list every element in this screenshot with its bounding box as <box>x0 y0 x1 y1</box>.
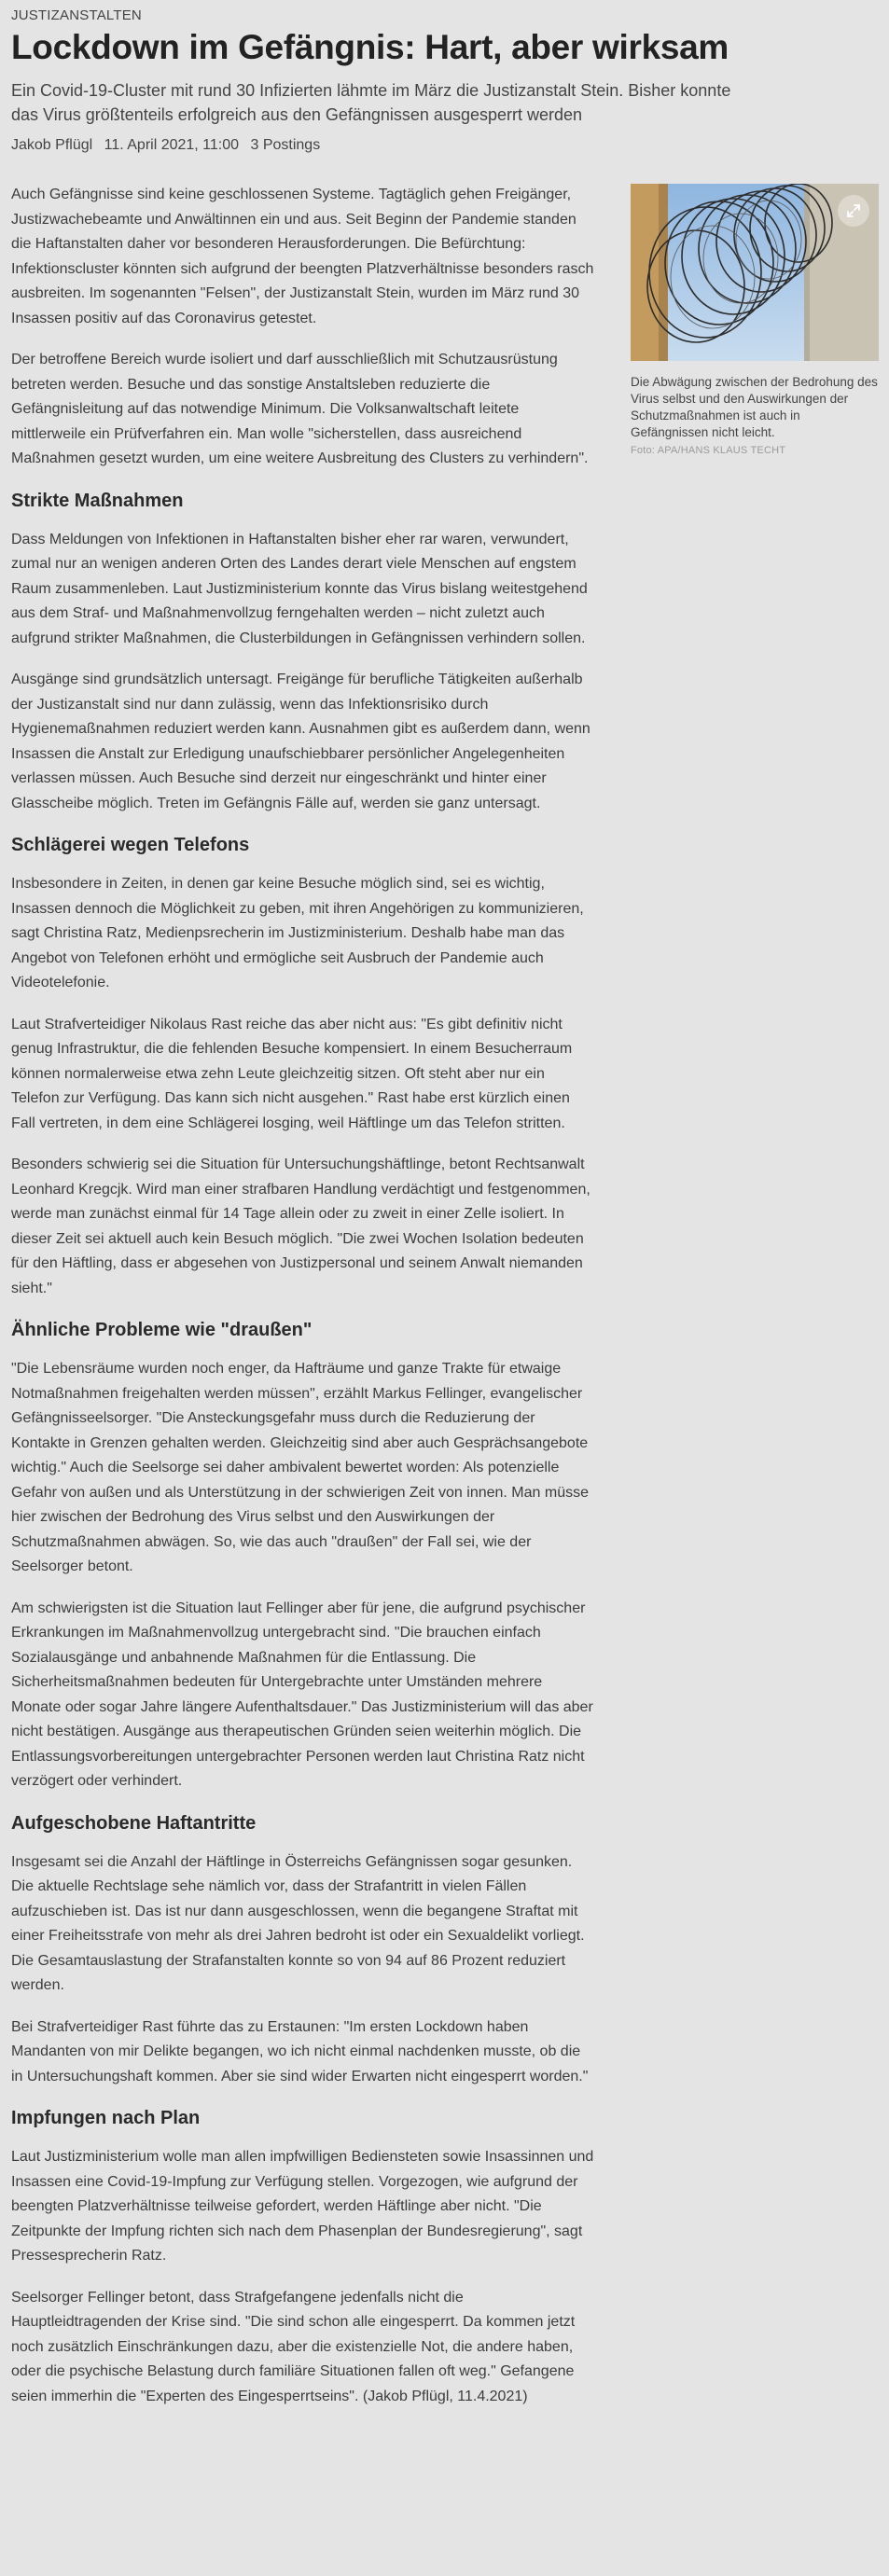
article-paragraph: Insbesondere in Zeiten, in denen gar keine Besuche möglich sind, sei es wichtig, Insassen dennoch die Möglichkeit zu geben, mit ihren Angehörigen zu kommunizieren, sagt Christina Ratz, Medienpsrecherin im Justizministerium. Deshalb habe man das Angebot von Telefonen erhöht und ermögliche seit Ausbruch der Pandemie auch Videotelefonie. <box>11 876 584 990</box>
article-paragraph: "Die Lebensräume wurden noch enger, da Hafträume und ganze Trakte für etwaige Notmaßnahmen freigehalten werden müssen", erzählt Markus Fellinger, evangelischer Gefängnisseelsorger. "Die Ansteckungsgefahr muss durch die Reduzierung der Kontakte in Grenzen gehalten werden. Gleichzeitig sind aber auch Gesprächsangebote wichtig." Auch die Seelsorge sei daher ambivalent bewertet worden: Als potenzielle Gefahr von außen und als Unterstützung in der schwierigen Zeit von innen. Man müsse hier zwischen der Bedrohung des Virus selbst und den Auswirkungen der Schutzmaßnahmen abwägen. So, wie das auch "draußen" der Fall sei, wie der Seelsorger betont. <box>11 1361 589 1574</box>
article-paragraph: Der betroffene Bereich wurde isoliert und darf ausschließlich mit Schutzausrüstung betreten werden. Besuche und das sonstige Anstaltsleben reduzierte die Gefängnisleitung auf das notwendige Minimum. Die Volksanwaltschaft leitete mittlerweile ein Prüfverfahren ein. Man wolle "sicherstellen, dass ausreichend Maßnahmen gesetzt wurden, um eine weitere Ausbreitung des Clusters zu verhindern". <box>11 352 589 466</box>
article-paragraph: Seelsorger Fellinger betont, dass Strafgefangene jedenfalls nicht die Hauptleidtragenden der Krise sind. "Die sind schon alle eingesperrt. Da kommen jetzt noch zusätzlich Einschränkungen dazu, aber die existenzielle Not, die andere haben, oder die psychische Belastung durch familiäre Situationen fallen oft weg." Gefangene seien immerhin die "Experten des Eingesperrtseins". (Jakob Pflügl, 11.4.2021) <box>11 2289 576 2404</box>
section-heading: Strikte Maßnahmen <box>11 490 184 511</box>
article-paragraph: Insgesamt sei die Anzahl der Häftlinge in Österreichs Gefängnissen sogar gesunken. Die aktuelle Rechtslage sehe nämlich vor, dass der Strafantritt in vielen Fällen aufzuschieben ist. Das ist nur dann ausgeschlossen, wenn die begangene Straftat mit einer Freiheitsstrafe von mehr als drei Jahren bedroht ist oder ein Sexualdelikt vorliegt. Die Gesamtauslastung der Strafanstalten konnte so von 94 auf 86 Prozent reduziert werden. <box>11 1853 585 1993</box>
article-paragraph: Dass Meldungen von Infektionen in Haftanstalten bisher eher rar waren, verwundert, zumal nur an wenigen anderen Orten des Landes derart viele Menschen auf engstem Raum zusammenleben. Laut Justizministerium konnte das Virus bislang weitestgehend aus dem Straf- und Maßnahmenvollzug ferngehalten werden – nicht zuletzt auch aufgrund strikter Maßnahmen, die Clusterbildungen in Gefängnissen verhindern sollen. <box>11 531 588 646</box>
article-paragraph: Besonders schwierig sei die Situation für Untersuchungshäftlinge, betont Rechtsanwalt Leonhard Kregcjk. Wird man einer strafbaren Handlung verdächtigt und festgenommen, werde man zunächst einmal für 14 Tage allein oder zu zweit in einer Zelle isoliert. In dieser Zeit sei aktuell auch kein Besuch möglich. "Die zwei Wochen Isolation bedeuten für den Häftling, dass er abgesehen von Justizpersonal und seinem Anwalt niemanden sieht." <box>11 1156 590 1296</box>
byline <box>11 137 327 154</box>
section-heading: Ähnliche Probleme wie "draußen" <box>11 1320 313 1340</box>
image-caption: Die Abwägung zwischen der Bedrohung des Virus selbst und den Auswirkungen der Schutzmaßnahmen ist auch in Gefängnissen nicht leicht. <box>631 375 878 439</box>
article-photo[interactable] <box>631 184 879 361</box>
expand-icon[interactable] <box>838 195 869 227</box>
article-paragraph: Am schwierigsten ist die Situation laut Fellinger aber für jene, die aufgrund psychischer Erkrankungen im Maßnahmenvollzug untergebracht sind. "Die brauchen einfach Sozialausgänge und anbahnende Maßnahmen für die Entlassung. Die Sicherheitsmaßnahmen bedeuten für Untergebrachte unter Umständen mehrere Monate oder sogar Jahre längere Aufenthaltsdauer." Das Justizministerium will das aber nicht bestätigen. Ausgänge aus therapeutischen Gründen seien weiterhin möglich. Die Entlassungsvorbereitungen untergebrachter Personen werden laut Christina Ratz nicht verzögert oder verhindert. <box>11 1600 593 1789</box>
postings-link[interactable]: 3 Postings <box>250 137 321 153</box>
article-paragraph: Laut Justizministerium wolle man allen impfwilligen Bediensteten sowie Insassinnen und Insassen eine Covid-19-Impfung zur Verfügung stellen. Vorgezogen, wie aufgrund der beengten Platzverhältnisse teilweise gefordert, werden Häftlinge aber nicht. "Die Zeitpunkte der Impfung richten sich nach dem Phasenplan der Bundesregierung", sagt Pressesprecherin Ratz. <box>11 2149 594 2264</box>
image-credit: Foto: APA/HANS KLAUS TECHT <box>631 445 786 456</box>
article-kicker[interactable]: JUSTIZANSTALTEN <box>11 7 142 23</box>
publish-date: 11. April 2021, 11:00 <box>104 137 240 153</box>
article-lead: Ein Covid-19-Cluster mit rund 30 Infizierten lähmte im März die Justizanstalt Stein. Bisher konnte das Virus größtenteils erfolgreich aus den Gefängnissen ausgesperrt werden <box>11 81 731 124</box>
article-paragraph: Auch Gefängnisse sind keine geschlossenen Systeme. Tagtäglich gehen Freigänger, Justizwachebeamte und Anwältinnen ein und aus. Seit Beginn der Pandemie standen die Haftanstalten daher vor besonderen Herausforderungen. Die Befürchtung: Infektionscluster könnten sich aufgrund der beengten Platzverhältnisse besonders rasch ausbreiten. Im sogenannten "Felsen", der Justizanstalt Stein, wurden im März rund 30 Insassen positiv auf das Coronavirus getestet. <box>11 187 594 326</box>
section-heading: Schlägerei wegen Telefons <box>11 835 250 855</box>
section-heading: Impfungen nach Plan <box>11 2108 201 2128</box>
article-paragraph: Laut Strafverteidiger Nikolaus Rast reiche das aber nicht aus: "Es gibt definitiv nicht genug Infrastruktur, die die fehlenden Besuche kompensiert. In einem Besucherraum können normalerweise etwa zehn Leute gleichzeitig sitzen. Oft steht aber nur ein Telefon zur Verfügung. Das kann sich nicht ausgehen." Rast habe erst kürzlich einen Fall vertreten, in dem eine Schlägerei losging, weil Häftlinge um das Telefon stritten. <box>11 1016 573 1131</box>
article-title: Lockdown im Gefängnis: Hart, aber wirksam <box>11 28 729 66</box>
expand-arrows-icon <box>845 202 862 219</box>
article-paragraph: Ausgänge sind grundsätzlich untersagt. Freigänge für berufliche Tätigkeiten außerhalb der Justizanstalt sind nur dann zulässig, wenn das Infektionsrisiko durch Hygienemaßnahmen reduziert werden kann. Ausnahmen gibt es außerdem dann, wenn Insassen die Anstalt zur Erledigung unaufschiebbarer persönlicher Angelegenheiten verlassen müssen. Auch Besuche sind derzeit nur eingeschränkt und hinter einer Glasscheibe möglich. Treten im Gefängnis Fälle auf, werden sie ganz untersagt. <box>11 672 590 811</box>
image-aside <box>631 184 879 456</box>
section-heading: Aufgeschobene Haftantritte <box>11 1812 257 1834</box>
author-name[interactable]: Jakob Pflügl <box>11 137 93 153</box>
article-paragraph: Bei Strafverteidiger Rast führte das zu Erstaunen: "Im ersten Lockdown haben Mandanten von mir Delikte begangen, wo ich nicht einmal nachdenken musste, ob die in Untersuchungshaft kommen. Aber sie sind wider Erwarten nicht eingesperrt worden." <box>11 2018 589 2084</box>
article-body <box>11 183 594 2426</box>
